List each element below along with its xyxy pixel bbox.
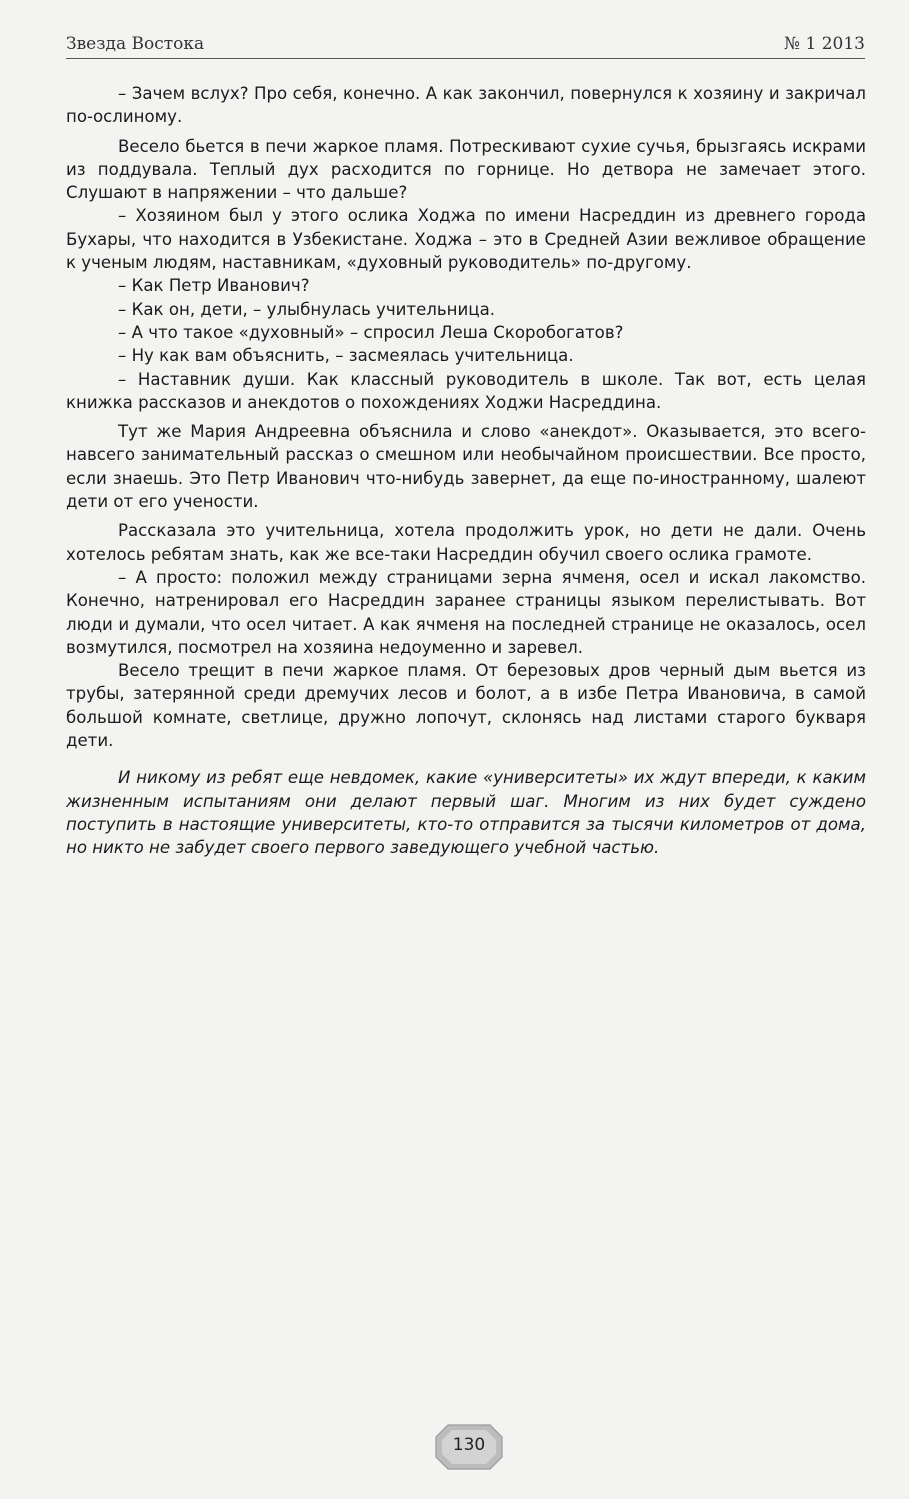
closing-paragraph: И никому из ребят еще невдомек, какие «университеты» их ждут впереди, к каким жизненным испытаниям они делают первый шаг. Многим из них будет суждено поступить в настоящие университеты, кто-то отправится за тысячи километров от дома, но никто не забудет своего первого заведующего учебной частью. [66,768,866,858]
paragraph: – Как Петр Иванович? [118,276,310,296]
article-body [66,82,866,860]
paragraph: – Зачем вслух? Про себя, конечно. А как закончил, повернулся к хозяину и закричал по-ослиному. [66,84,866,127]
paragraph: – Ну как вам объяснить, – засмеялась учительница. [118,346,574,366]
running-header [66,28,865,59]
paragraph: – А просто: положил между страницами зерна ячменя, осел и искал лакомство. Конечно, натренировал его Насреддин заранее страницы языком перелистывать. Вот люди и думали, что осел читает. А как ячменя на последней странице не оказалось, осел возмутился, посмотрел на хозяина недоуменно и заревел. [66,567,866,657]
show-through-texture [66,870,866,1390]
paragraph: – Как он, дети, – улыбнулась учительница. [118,299,496,319]
paragraph: Тут же Мария Андреевна объяснила и слово «анекдот». Оказывается, это всего-навсего занимательный рассказ о смешном или необычайном происшествии. Все просто, если знаешь. Это Петр Иванович что-нибудь завернет, да еще по-иностранному, шалеют дети от его учености. [66,422,866,512]
page-number: 130 [452,1435,486,1455]
paragraph: – Хозяином был у этого ослика Ходжа по имени Насреддин из древнего города Бухары, что находится в Узбекистане. Ходжа – это в Средней Азии вежливое обращение к ученым людям, наставникам, «духовный руководитель» по-другому. [66,206,866,273]
paragraph: – Наставник души. Как классный руководитель в школе. Так вот, есть целая книжка рассказов и анекдотов о похождениях Ходжи Насреддина. [66,369,866,412]
paragraph: Весело бьется в печи жаркое пламя. Потрескивают сухие сучья, брызгаясь искрами из поддувала. Теплый дух расходится по горнице. Но детвора не замечает этого. Слушают в напряжении – что дальше? [66,136,866,203]
paragraph: Рассказала это учительница, хотела продолжить урок, но дети не дали. Очень хотелось ребятам знать, как же все-таки Насреддин обучил своего ослика грамоте. [66,521,866,564]
journal-title: Звезда Востока [66,34,205,54]
issue-number: № 1 2013 [784,34,865,54]
page-number-badge [434,1423,504,1471]
paragraph: – А что такое «духовный» – спросил Леша Скоробогатов? [118,322,624,342]
paragraph: Весело трещит в печи жаркое пламя. От березовых дров черный дым вьется из трубы, затерянной среди дремучих лесов и болот, а в избе Петра Ивановича, в самой большой комнате, светлице, дружно лопочут, склонясь над листами старого букваря дети. [66,661,866,751]
